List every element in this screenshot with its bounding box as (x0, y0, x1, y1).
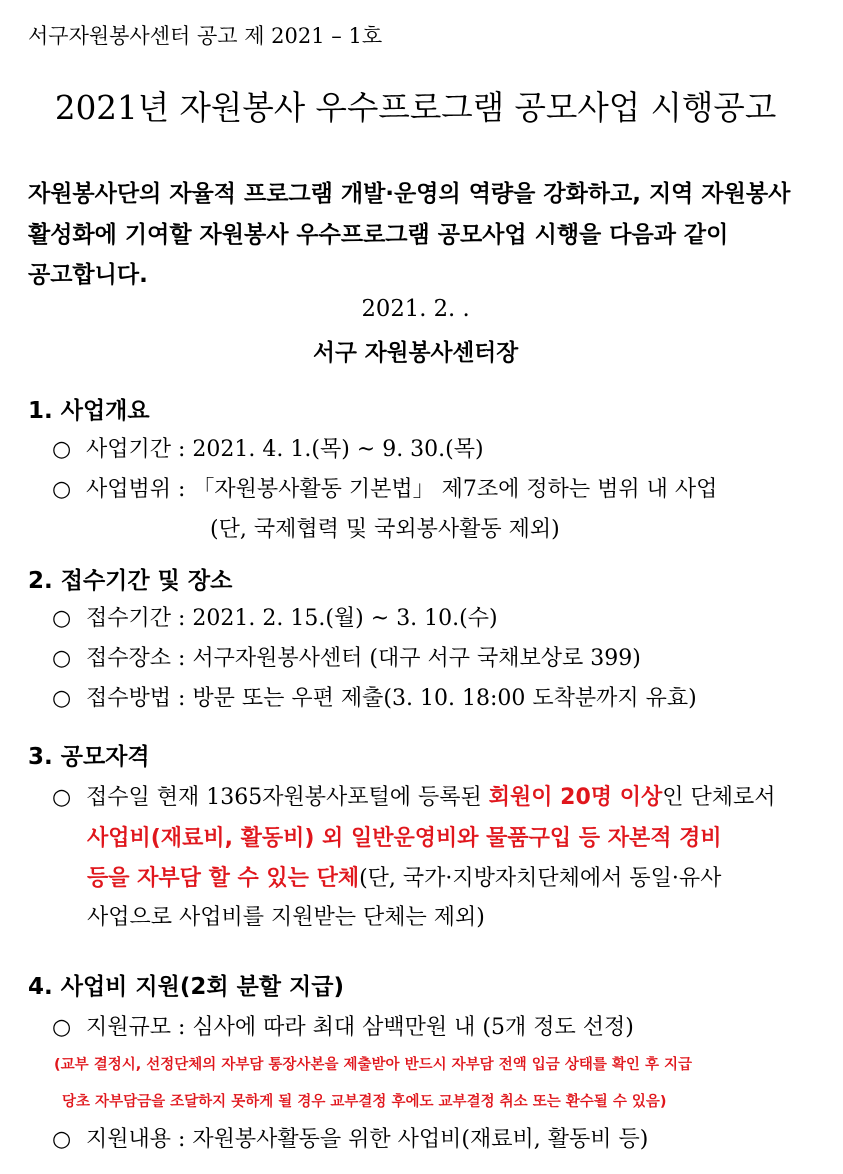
section-4-heading: 4. 사업비 지원(2회 분할 지급) (28, 974, 344, 1000)
bullet-icon: ○ (52, 437, 72, 462)
section-4-item-scale (52, 1010, 634, 1041)
bullet-icon: ○ (52, 1015, 72, 1040)
section-1-item-period (52, 432, 484, 463)
bullet-icon: ○ (52, 785, 72, 810)
section-1-item-scope-cont: (단, 국제협력 및 국외봉사활동 제외) (210, 517, 560, 542)
item-text: 접수방법 : 방문 또는 우편 제출(3. 10. 18:00 도착분까지 유효) (86, 686, 697, 711)
text: (단, 국가·지방자치단체에서 동일·유사 (359, 866, 722, 891)
item-text: 사업범위 : 「자원봉사활동 기본법」 제7조에 정하는 범위 내 사업 (86, 477, 718, 502)
item-text: 지원내용 : 자원봉사활동을 위한 사업비(재료비, 활동비 등) (86, 1127, 649, 1152)
section-1-item-scope (52, 472, 717, 503)
highlight-text: 회원이 20명 이상 (488, 785, 663, 810)
section-4-note-2: 당초 자부담금을 조달하지 못하게 될 경우 교부결정 후에도 교부결정 취소 또는 환수될 수 있음) (62, 1094, 667, 1110)
item-text: 사업기간 : 2021. 4. 1.(목) ~ 9. 30.(목) (86, 437, 484, 462)
page-title: 2021년 자원봉사 우수프로그램 공모사업 시행공고 (54, 88, 777, 127)
item-text: 지원규모 : 심사에 따라 최대 삼백만원 내 (5개 정도 선정) (86, 1015, 634, 1040)
notice-number: 서구자원봉사센터 공고 제 2021 – 1호 (28, 24, 383, 48)
bullet-icon: ○ (52, 606, 72, 631)
section-2-item-method (52, 681, 697, 712)
section-2-heading: 2. 접수기간 및 장소 (28, 568, 233, 594)
section-3-heading: 3. 공모자격 (28, 744, 150, 770)
text: 접수일 현재 1365자원봉사포털에 등록된 (86, 785, 489, 810)
intro-line-3: 공고합니다. (28, 262, 148, 288)
highlight-text: 등을 자부담 할 수 있는 단체 (87, 866, 360, 891)
text: 인 단체로서 (662, 785, 776, 810)
section-4-note-1: (교부 결정시, 선정단체의 자부담 통장사본을 제출받아 반드시 자부담 전액 입금 상태를 확인 후 지급 (54, 1057, 693, 1073)
highlight-text: 사업비(재료비, 활동비) 외 일반운영비와 물품구입 등 자본적 경비 (87, 826, 722, 851)
item-text: 접수장소 : 서구자원봉사센터 (대구 서구 국채보상로 399) (86, 646, 641, 671)
section-3-line-2 (87, 821, 722, 852)
item-text: 접수기간 : 2021. 2. 15.(월) ~ 3. 10.(수) (86, 606, 498, 631)
notice-date: 2021. 2. . (361, 296, 470, 322)
section-4-item-content (52, 1122, 648, 1153)
issuer: 서구 자원봉사센터장 (313, 340, 519, 366)
section-1-heading: 1. 사업개요 (28, 398, 150, 424)
bullet-icon: ○ (52, 1127, 72, 1152)
intro-line-1: 자원봉사단의 자율적 프로그램 개발·운영의 역량을 강화하고, 지역 자원봉사 (28, 181, 791, 207)
section-3-line-3 (87, 861, 721, 892)
section-3-line-1 (52, 780, 775, 811)
bullet-icon: ○ (52, 646, 72, 671)
bullet-icon: ○ (52, 477, 72, 502)
section-2-item-place (52, 641, 641, 672)
intro-line-2: 활성화에 기여할 자원봉사 우수프로그램 공모사업 시행을 다음과 같이 (28, 222, 729, 248)
section-2-item-period (52, 601, 498, 632)
bullet-icon: ○ (52, 686, 72, 711)
section-3-line-4: 사업으로 사업비를 지원받는 단체는 제외) (87, 905, 485, 930)
